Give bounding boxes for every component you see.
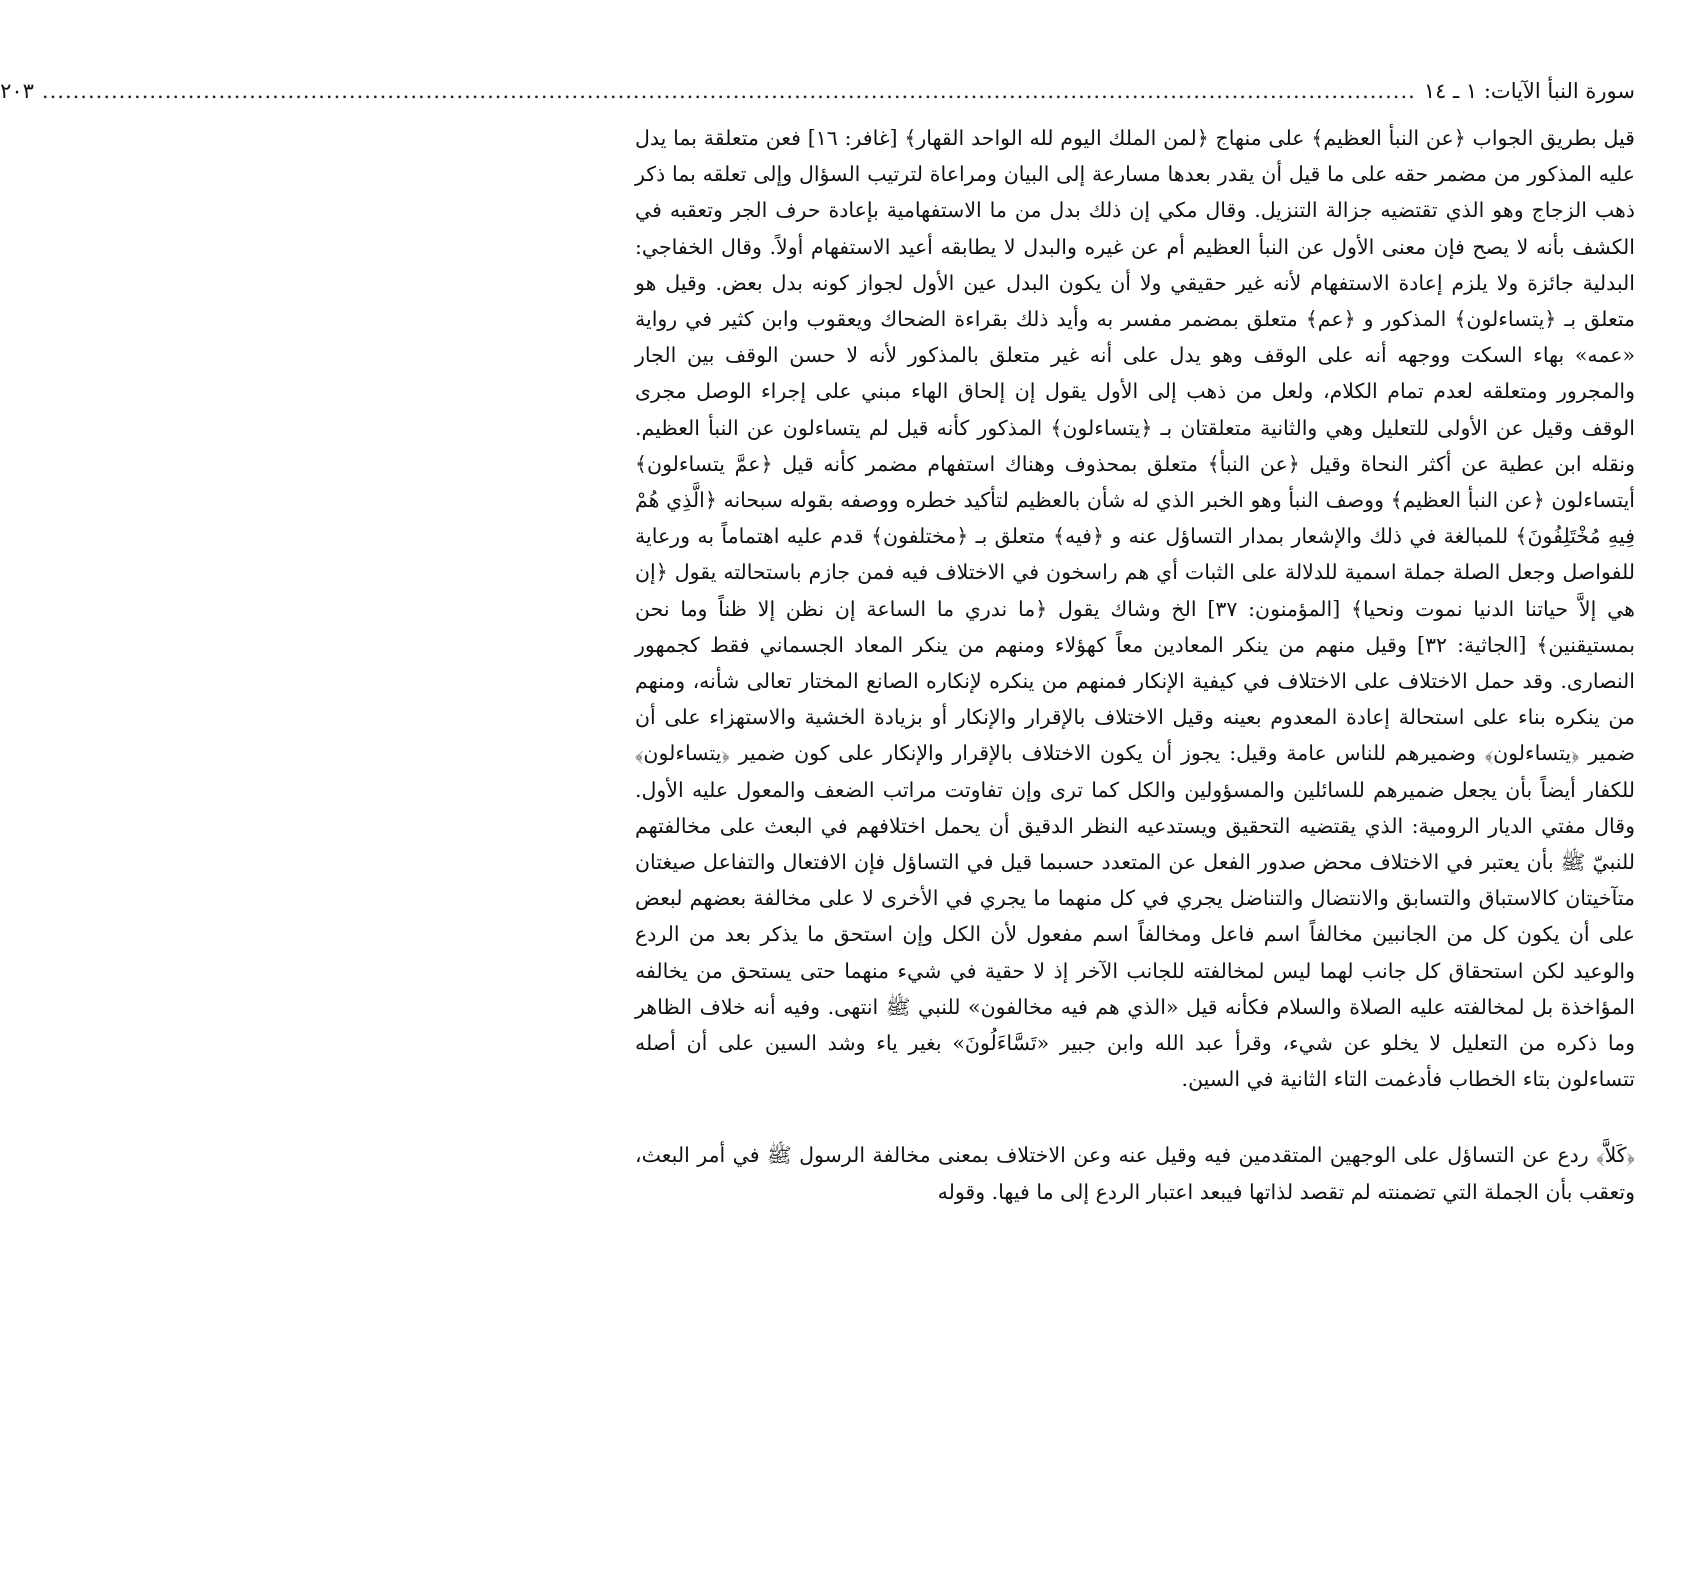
body-paragraph: ﴿كَلاَّ﴾ ردع عن التساؤل على الوجهين المتقدمين فيه وقيل عنه وعن الاختلاف بمعنى مخالفة الرسول ﷺ في أمر البعث، وتعقب بأن الجملة التي تضمنته لم تقصد لذاتها فيبعد اعتبار الردع إلى ما فيها. وقوله [635, 1143, 1635, 1204]
header-dot-leader: ................................................................................................................................................................................... [41, 79, 1416, 103]
document-page [0, 74, 1635, 1554]
page-number: ٢٠٣ [0, 79, 34, 103]
header-title: سورة النبأ الآيات: ١ ـ ١٤ [1423, 79, 1635, 103]
running-header [0, 74, 1635, 108]
body-paragraph: قيل بطريق الجواب ﴿عن النبأ العظيم﴾ على منهاج ﴿لمن الملك اليوم لله الواحد القهار﴾ [غافر: ١٦] فعن متعلقة بما يدل عليه المذكور من مضمر حقه على ما قيل أن يقدر بعدها مسارعة إلى البيان ومراعاة لترتيب السؤال وإلى تعلقه بما ذكر ذهب الزجاج وهو الذي تقتضيه جزالة التنزيل. وقال مكي إن ذلك بدل من ما الاستفهامية بإعادة حرف الجر وتعقبه في الكشف بأنه لا يصح فإن معنى الأول عن النبأ العظيم أم عن غيره والبدل لا يطابقه أعيد الاستفهام أولاً. وقال الخفاجي: البدلية جائزة ولا يلزم إعادة الاستفهام لأنه غير حقيقي ولا أن يكون البدل عين الأول لجواز كونه بدل بعض. وقيل هو متعلق بـ ﴿يتساءلون﴾ المذكور و ﴿عم﴾ متعلق بمضمر مفسر به وأيد ذلك بقراءة الضحاك ويعقوب وابن كثير في رواية «عمه» بهاء السكت ووجهه أنه على الوقف وهو يدل على أنه غير متعلق بالمذكور لأنه لا حسن الوقف بين الجار والمجرور ومتعلقه لعدم تمام الكلام، ولعل من ذهب إلى الأول يقول إن إلحاق الهاء مبني على إجراء الوصل مجرى الوقف وقيل عن الأولى للتعليل وهي والثانية متعلقتان بـ ﴿يتساءلون﴾ المذكور كأنه قيل لم يتساءلون عن النبأ العظيم. ونقله ابن عطية عن أكثر النحاة وقيل ﴿عن النبأ﴾ متعلق بمحذوف وهناك استفهام مضمر كأنه قيل ﴿عمَّ يتساءلون﴾ أيتساءلون ﴿عن النبأ العظيم﴾ ووصف النبأ وهو الخبر الذي له شأن بالعظيم لتأكيد خطره ووصفه بقوله سبحانه ﴿الَّذِي هُمْ فِيهِ مُخْتَلِفُونَ﴾ للمبالغة في ذلك والإشعار بمدار التساؤل عنه و ﴿فيه﴾ متعلق بـ ﴿مختلفون﴾ قدم عليه اهتماماً به ورعاية للفواصل وجعل الصلة جملة اسمية للدلالة على الثبات أي هم راسخون في الاختلاف فيه فمن جازم باستحالته يقول ﴿إن هي إلاَّ حياتنا الدنيا نموت ونحيا﴾ [المؤمنون: ٣٧] الخ وشاك يقول ﴿ما ندري ما الساعة إن نظن إلا ظناً وما نحن بمستيقنين﴾ [الجاثية: ٣٢] وقيل منهم من ينكر المعادين معاً كهؤلاء ومنهم من ينكر المعاد الجسماني فقط كجمهور النصارى. وقد حمل الاختلاف على الاختلاف في كيفية الإنكار فمنهم من ينكره لإنكاره الصانع المختار تعالى شأنه، ومنهم من ينكره بناء على استحالة إعادة المعدوم بعينه وقيل الاختلاف بالإقرار والإنكار أو بزيادة الخشية والاستهزاء على أن ضمير ﴿يتساءلون﴾ وضميرهم للناس عامة وقيل: يجوز أن يكون الاختلاف بالإقرار والإنكار على كون ضمير ﴿يتساءلون﴾ للكفار أيضاً بأن يجعل ضميرهم للسائلين والمسؤولين والكل كما ترى وإن تفاوتت مراتب الضعف والمعول عليه الأول. وقال مفتي الديار الرومية: الذي يقتضيه التحقيق ويستدعيه النظر الدقيق أن يحمل اختلافهم في البعث على مخالفتهم للنبيّ ﷺ بأن يعتبر في الاختلاف محض صدور الفعل عن المتعدد حسبما قيل في التساؤل فإن الافتعال والتفاعل صيغتان متآخيتان كالاستباق والتسابق والانتضال والتناضل يجري في كل منهما ما يجري في الأخرى لا على مخالفة بعضهم لبعض على أن يكون كل من الجانبين مخالفاً اسم فاعل ومخالفاً اسم مفعول لأن الكل وإن استحق ما يذكر بعد من الردع والوعيد لكن استحقاق كل جانب لهما ليس لمخالفته للجانب الآخر إذ لا حقية في شيء منهما حتى يستحق من يخالفه المؤاخذة بل لمخالفته عليه الصلاة والسلام فكأنه قيل «الذي هم فيه مخالفون» للنبي ﷺ انتهى. وفيه أنه خلاف الظاهر وما ذكره من التعليل لا يخلو عن شيء، وقرأ عبد الله وابن جبير «تَسَّاءَلُونَ» بغير ياء وشد السين على أن أصله تتساءلون بتاء الخطاب فأدغمت التاء الثانية في السين. [635, 126, 1635, 1092]
